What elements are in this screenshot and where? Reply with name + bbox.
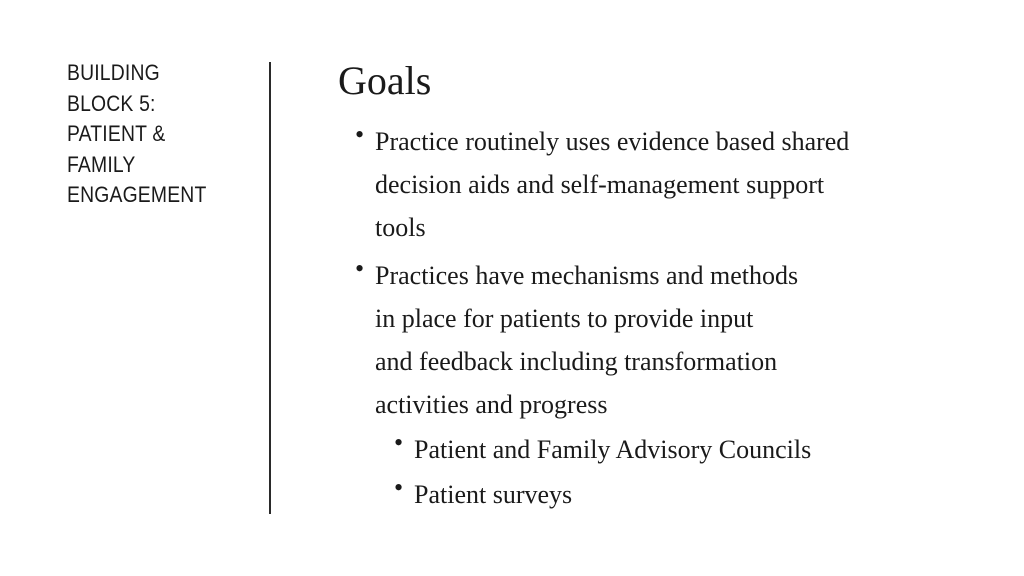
section-title-line: ENGAGEMENT (67, 182, 207, 207)
bullet-item (355, 254, 798, 426)
bullet-text-line: Practice routinely uses evidence based shared (375, 127, 850, 156)
bullet-text-line: Practices have mechanisms and methods (375, 261, 799, 290)
bullet-icon: • (355, 120, 365, 149)
sub-bullet-text: Patient surveys (414, 480, 573, 509)
bullet-text-line: decision aids and self-management support (375, 170, 825, 199)
bullet-icon: • (355, 254, 365, 283)
bullet-text-line: tools (375, 213, 426, 242)
section-title-line: BUILDING (67, 60, 160, 85)
section-title-line: FAMILY (67, 151, 136, 177)
section-title (67, 58, 234, 211)
sub-bullet-text: Patient and Family Advisory Councils (414, 435, 812, 464)
bullet-text-line: in place for patients to provide input (375, 304, 754, 333)
bullet-text-line: activities and progress (375, 390, 608, 419)
bullet-item (355, 120, 849, 249)
sub-bullet-item (394, 428, 811, 471)
section-title-line: PATIENT & (67, 121, 166, 146)
vertical-divider (269, 62, 271, 514)
section-title-line: BLOCK 5: (67, 90, 156, 116)
bullet-text-line: and feedback including transformation (375, 347, 778, 376)
bullet-icon: • (394, 473, 404, 502)
bullet-icon: • (394, 428, 404, 457)
sub-bullet-item (394, 473, 572, 516)
slide-heading: Goals (338, 58, 432, 103)
